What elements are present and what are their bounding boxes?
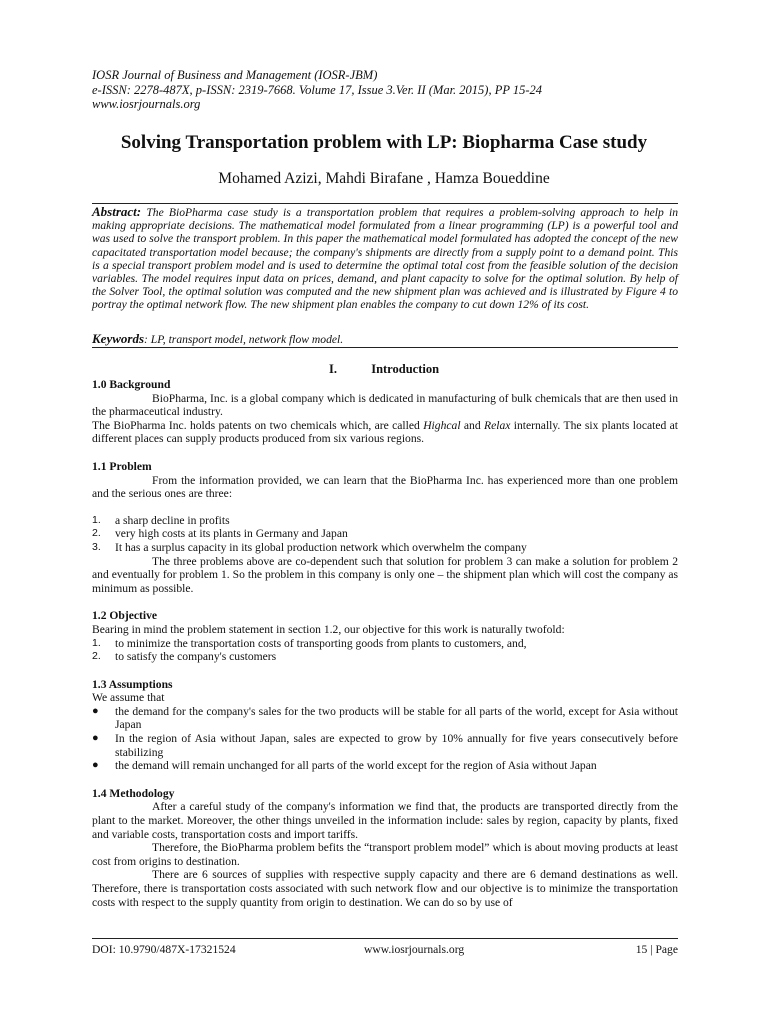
problem-intro: From the information provided, we can learn that the BioPharma Inc. has experienced more than one problem and the serious ones are three: [92,473,678,501]
chemical-highcal: Highcal [423,418,461,432]
paper-title: Solving Transportation problem with LP: Biopharma Case study [120,132,648,153]
subsection-problem-heading: 1.1 Problem [92,459,152,473]
list-text: a sharp decline in profits [115,513,230,527]
objective-intro: Bearing in mind the problem statement in section 1.2, our objective for this work is naturally twofold: [92,622,565,636]
bullet-icon: ● [92,759,99,772]
list-item [92,637,678,651]
keywords-label: Keywords [92,331,144,346]
subsection-objective-heading: 1.2 Objective [92,609,158,623]
footer-page-number: 15 | Page [635,943,678,956]
list-number: 1. [92,513,101,526]
list-number: 2. [92,527,101,540]
list-text: to minimize the transportation costs of transporting goods from plants to customers, and, [115,636,527,650]
background-p2-and: and [460,418,484,432]
keywords-text: : LP, transport model, network flow model. [144,333,344,346]
list-number: 3. [92,540,101,553]
subsection-background-heading: 1.0 Background [92,378,171,391]
section-heading-introduction [0,362,768,377]
journal-header [92,68,542,112]
list-text: very high costs at its plants in Germany and Japan [115,527,348,541]
list-text: to satisfy the company's customers [115,650,277,664]
list-text: In the region of Asia without Japan, sales are expected to grow by 10% annually for five years consecutively before stabilizing [115,732,678,759]
list-item [92,650,678,664]
list-item [92,705,678,732]
list-text: the demand will remain unchanged for all parts of the world except for the region of Asia without Japan [115,759,597,773]
footer-website: www.iosrjournals.org [364,943,465,956]
list-number: 2. [92,650,101,663]
background-paragraph-1: BioPharma, Inc. is a global company which is dedicated in manufacturing of bulk chemicals that are then used in the pharmaceutical industry. [92,391,678,419]
list-item [92,514,678,528]
abstract-bottom-rule [92,347,678,348]
background-paragraph-2 [92,419,678,446]
chemical-relax: Relax [484,418,511,432]
footer-doi: DOI: 10.9790/487X-17321524 [92,943,236,956]
list-text: It has a surplus capacity in its global production network which overwhelm the company [115,540,527,554]
paper-authors: Mohamed Azizi, Mahdi Birafane , Hamza Boueddine [218,170,550,187]
list-item [92,759,678,773]
background-p2-text-b: internally. The six plants located at different places can supply products produced from six various regions. [92,418,678,446]
list-item [92,732,678,759]
abstract-label: Abstract: [92,204,142,219]
subsection-assumptions-heading: 1.3 Assumptions [92,677,173,691]
section-title: Introduction [371,362,440,376]
background-p2-text-a: The BioPharma Inc. holds patents on two chemicals which, are called [92,418,424,432]
subsection-methodology-heading: 1.4 Methodology [92,786,175,800]
methodology-paragraph-3: There are 6 sources of supplies with respective supply capacity and there are 6 demand destinations as well. Therefore, there is transportation costs associated with such network flow and our objective is to minimize the transportation costs with respect to the supply quantity from origin to destination. We can do so by use of [92,868,678,909]
abstract-top-rule [92,203,678,204]
introduction-body [92,378,678,909]
keywords [92,331,678,347]
problem-conclusion: The three problems above are co-dependent such that solution for problem 3 can make a solution for problem 2 and eventually for problem 1. So the problem in this company is only one – the shipment plan which will cost the company as minimum as possible. [92,554,678,595]
methodology-paragraph-2: Therefore, the BioPharma problem befits the “transport problem model” which is about moving products at least cost from origins to destination. [92,841,678,868]
section-number: I. [328,362,337,376]
footer-rule [92,938,678,939]
journal-website: www.iosrjournals.org [92,97,201,111]
bullet-icon: ● [92,704,99,717]
list-number: 1. [92,636,101,649]
abstract [92,205,678,312]
assumptions-intro: We assume that [92,691,165,705]
journal-issn-volume: e-ISSN: 2278-487X, p-ISSN: 2319-7668. Volume 17, Issue 3.Ver. II (Mar. 2015), PP 15-24 [92,82,543,97]
abstract-text: The BioPharma case study is a transportation problem that requires a problem-solving approach to help in making appropriate decisions. The mathematical model formulated from a linear programming (LP) is a powerful tool and was used to solve the transport problem. In this paper the mathematical model formulated has adopted the concept of the new capacitated transportation model because; the company's shipments are directly from a supply point to a demand point. This is a special transport problem model and is used to determine the optimal total cost from the feasible solution of the decision variables. The model requires input data on prices, demand, and plant capacity to solve for the optimal solution. By help of the Solver Tool, the optimal solution was computed and the new shipment plan was achieved and is illustrated by Figure 4 to portray the optimal network flow. The new shipment plan enables the company to cut down 12% of its cost. [92,206,678,312]
list-item [92,541,678,555]
list-text: the demand for the company's sales for the two products will be stable for all parts of the world, except for Asia without Japan [115,704,678,732]
list-item [92,527,678,541]
bullet-icon: ● [92,732,99,745]
journal-name: IOSR Journal of Business and Management (IOSR-JBM) [92,68,378,82]
methodology-paragraph-1: After a careful study of the company's information we find that, the products are transported directly from the plant to the market. Moreover, the other things unveiled in the information include: sales by region, capacity by plants, fixed and variable costs, transportation costs and import tariffs. [92,800,678,841]
